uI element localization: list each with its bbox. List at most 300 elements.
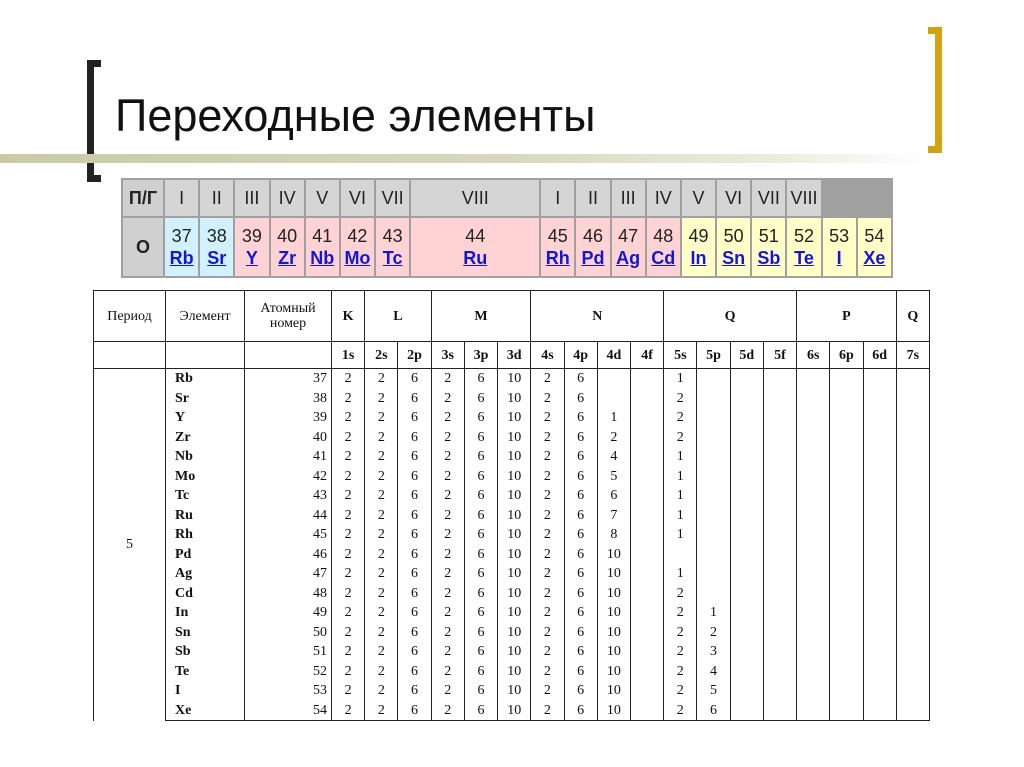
subshell-header-row xyxy=(94,342,930,369)
electron-count: 2 xyxy=(664,408,697,428)
electron-count: 6 xyxy=(398,662,431,682)
table-row xyxy=(94,525,930,545)
element-symbol: Mo xyxy=(166,467,245,487)
element-symbol-link[interactable]: Nb xyxy=(310,247,335,268)
group-label: V xyxy=(682,180,715,216)
element-cell xyxy=(235,218,268,276)
electron-count xyxy=(763,545,796,565)
col-element: Элемент xyxy=(166,291,245,342)
electron-count: 2 xyxy=(431,447,464,467)
electron-count: 2 xyxy=(431,564,464,584)
element-symbol-link[interactable]: Cd xyxy=(651,247,676,268)
electron-count xyxy=(896,506,929,526)
group-label: VIII xyxy=(411,180,539,216)
shell-header: Q xyxy=(664,291,797,342)
electron-count: 6 xyxy=(697,701,730,721)
element-symbol-link[interactable]: Ru xyxy=(463,247,488,268)
shell-header: P xyxy=(797,291,897,342)
electron-count: 6 xyxy=(564,408,597,428)
element-number: 53 xyxy=(829,225,850,246)
subshell-header: 2s xyxy=(365,342,398,369)
electron-count: 6 xyxy=(564,389,597,409)
electron-count xyxy=(797,447,830,467)
electron-count xyxy=(896,642,929,662)
electron-count xyxy=(763,408,796,428)
electron-count: 6 xyxy=(464,447,497,467)
electron-count: 2 xyxy=(365,623,398,643)
electron-count: 2 xyxy=(365,486,398,506)
electron-count: 2 xyxy=(431,408,464,428)
electron-count: 2 xyxy=(332,584,365,604)
blank-header xyxy=(245,342,332,369)
subshell-header: 4f xyxy=(630,342,663,369)
electron-count xyxy=(630,603,663,623)
element-symbol-link[interactable]: Y xyxy=(245,247,258,268)
group-label: VII xyxy=(752,180,785,216)
electron-count xyxy=(797,623,830,643)
electron-count: 1 xyxy=(664,525,697,545)
element-symbol-link[interactable]: Rh xyxy=(545,247,570,268)
title-bracket-right xyxy=(928,27,942,153)
electron-count xyxy=(896,467,929,487)
element-symbol-link[interactable]: Te xyxy=(794,247,814,268)
electron-count: 10 xyxy=(498,467,531,487)
electron-count xyxy=(730,603,763,623)
element-symbol-link[interactable]: Mo xyxy=(344,247,371,268)
element-symbol: In xyxy=(166,603,245,623)
electron-count: 2 xyxy=(531,428,564,448)
electron-count: 2 xyxy=(365,428,398,448)
electron-count: 6 xyxy=(464,369,497,389)
electron-count xyxy=(697,467,730,487)
electron-count: 2 xyxy=(332,642,365,662)
electron-count xyxy=(863,662,896,682)
electron-count xyxy=(763,584,796,604)
electron-count: 2 xyxy=(332,447,365,467)
electron-count: 6 xyxy=(564,642,597,662)
element-symbol-link[interactable]: Ag xyxy=(616,247,641,268)
electron-count: 2 xyxy=(431,369,464,389)
electron-count: 6 xyxy=(398,584,431,604)
electron-count: 6 xyxy=(398,389,431,409)
electron-count: 2 xyxy=(531,467,564,487)
electron-count xyxy=(830,428,863,448)
electron-count: 10 xyxy=(498,603,531,623)
element-symbol: Zr xyxy=(166,428,245,448)
electron-count xyxy=(896,701,929,721)
element-number: 49 xyxy=(688,225,709,246)
electron-count: 6 xyxy=(398,603,431,623)
blank-header xyxy=(166,342,245,369)
electron-count: 6 xyxy=(564,584,597,604)
element-symbol: Y xyxy=(166,408,245,428)
electron-count xyxy=(863,564,896,584)
electron-count: 1 xyxy=(664,369,697,389)
electron-count xyxy=(730,662,763,682)
element-number: 39 xyxy=(241,225,262,246)
electron-count xyxy=(730,642,763,662)
electron-count: 6 xyxy=(464,642,497,662)
electron-count xyxy=(830,662,863,682)
electron-count: 6 xyxy=(564,701,597,721)
electron-count xyxy=(863,701,896,721)
element-cell xyxy=(341,218,374,276)
table-row xyxy=(94,701,930,721)
group-label: I xyxy=(165,180,198,216)
electron-count xyxy=(630,408,663,428)
subshell-header: 2p xyxy=(398,342,431,369)
electron-count: 6 xyxy=(564,603,597,623)
element-symbol-link[interactable]: Rb xyxy=(169,247,194,268)
shell-header: M xyxy=(431,291,531,342)
electron-count: 2 xyxy=(664,428,697,448)
electron-count: 6 xyxy=(564,681,597,701)
electron-count xyxy=(863,389,896,409)
electron-count xyxy=(797,428,830,448)
electron-count: 2 xyxy=(332,525,365,545)
electron-count: 1 xyxy=(664,506,697,526)
electron-count xyxy=(630,701,663,721)
electron-count xyxy=(797,389,830,409)
electron-count xyxy=(797,486,830,506)
electron-count: 6 xyxy=(564,662,597,682)
electron-count xyxy=(830,701,863,721)
electron-count: 2 xyxy=(332,428,365,448)
electron-count: 2 xyxy=(531,623,564,643)
col-period: Период xyxy=(94,291,166,342)
element-number: 47 xyxy=(618,225,639,246)
electron-count: 2 xyxy=(664,584,697,604)
electron-count xyxy=(863,506,896,526)
electron-count: 10 xyxy=(498,701,531,721)
electron-count: 10 xyxy=(597,701,630,721)
electron-count xyxy=(797,584,830,604)
atomic-number: 37 xyxy=(245,369,332,389)
electron-count: 10 xyxy=(498,447,531,467)
electron-count xyxy=(630,642,663,662)
table-row xyxy=(94,369,930,389)
electron-count: 10 xyxy=(498,506,531,526)
electron-count: 1 xyxy=(664,447,697,467)
subshell-header: 3p xyxy=(464,342,497,369)
element-symbol-link[interactable]: I xyxy=(836,247,842,268)
electron-count xyxy=(797,467,830,487)
atomic-number: 44 xyxy=(245,506,332,526)
electron-count xyxy=(863,584,896,604)
element-symbol: Rh xyxy=(166,525,245,545)
element-cell xyxy=(576,218,609,276)
corner-label: П/Г xyxy=(123,180,163,216)
page-title: Переходные элементы xyxy=(115,90,596,141)
electron-count xyxy=(697,389,730,409)
electron-count: 2 xyxy=(664,701,697,721)
element-symbol: Xe xyxy=(166,701,245,721)
electron-count: 2 xyxy=(531,447,564,467)
electron-count xyxy=(730,564,763,584)
electron-count xyxy=(797,681,830,701)
element-symbol: Sn xyxy=(166,623,245,643)
table-row xyxy=(94,408,930,428)
element-symbol-link[interactable]: Zr xyxy=(278,247,297,268)
element-symbol: Pd xyxy=(166,545,245,565)
element-symbol-link[interactable]: Sn xyxy=(722,247,746,268)
element-cell xyxy=(647,218,680,276)
atomic-number: 48 xyxy=(245,584,332,604)
electron-count: 2 xyxy=(332,408,365,428)
row-label: О xyxy=(123,218,163,276)
element-symbol-link[interactable]: Pd xyxy=(581,247,605,268)
electron-count xyxy=(630,662,663,682)
electron-count: 2 xyxy=(365,467,398,487)
electron-count: 6 xyxy=(564,428,597,448)
element-symbol: Te xyxy=(166,662,245,682)
electron-count xyxy=(863,525,896,545)
electron-count: 6 xyxy=(564,467,597,487)
electron-count xyxy=(697,564,730,584)
element-number: 40 xyxy=(277,225,298,246)
electron-count xyxy=(630,467,663,487)
electron-count xyxy=(863,642,896,662)
subshell-header: 3d xyxy=(498,342,531,369)
electron-count: 10 xyxy=(498,564,531,584)
element-number: 37 xyxy=(171,225,192,246)
electron-count xyxy=(697,545,730,565)
electron-count: 2 xyxy=(431,467,464,487)
electron-count xyxy=(597,389,630,409)
electron-count: 2 xyxy=(664,642,697,662)
electron-count xyxy=(830,545,863,565)
element-symbol: Rb xyxy=(166,369,245,389)
electron-count: 6 xyxy=(464,545,497,565)
electron-count: 2 xyxy=(332,564,365,584)
electron-count: 2 xyxy=(332,603,365,623)
electron-count: 6 xyxy=(564,369,597,389)
electron-count xyxy=(896,369,929,389)
electron-count xyxy=(730,428,763,448)
electron-count: 2 xyxy=(365,389,398,409)
electron-count: 10 xyxy=(498,408,531,428)
electron-count: 2 xyxy=(332,681,365,701)
electron-count xyxy=(630,506,663,526)
subshell-header: 5s xyxy=(664,342,697,369)
periodic-strip xyxy=(121,178,893,278)
electron-count: 6 xyxy=(564,545,597,565)
electron-count: 2 xyxy=(531,486,564,506)
element-symbol-link[interactable]: Xe xyxy=(863,247,886,268)
electron-count: 2 xyxy=(332,486,365,506)
blank-header xyxy=(94,342,166,369)
electron-count xyxy=(896,681,929,701)
electron-count xyxy=(830,389,863,409)
electron-count xyxy=(763,467,796,487)
electron-count xyxy=(830,447,863,467)
subshell-header: 6p xyxy=(830,342,863,369)
group-label: VII xyxy=(376,180,409,216)
electron-count: 6 xyxy=(464,584,497,604)
electron-count: 2 xyxy=(531,701,564,721)
electron-count xyxy=(830,486,863,506)
shell-header: L xyxy=(365,291,431,342)
electron-count xyxy=(830,623,863,643)
group-label: II xyxy=(200,180,233,216)
table-row xyxy=(94,506,930,526)
electron-count: 6 xyxy=(398,467,431,487)
element-cell xyxy=(823,218,856,276)
electron-count: 10 xyxy=(597,662,630,682)
electron-count xyxy=(830,408,863,428)
title-underline xyxy=(0,154,930,163)
element-number: 52 xyxy=(793,225,814,246)
electron-count xyxy=(863,681,896,701)
electron-count xyxy=(697,584,730,604)
electron-count: 2 xyxy=(664,681,697,701)
electron-count: 6 xyxy=(464,525,497,545)
element-symbol: Ru xyxy=(166,506,245,526)
electron-count: 2 xyxy=(664,662,697,682)
atomic-number: 41 xyxy=(245,447,332,467)
element-cell xyxy=(787,218,820,276)
electron-count xyxy=(797,525,830,545)
electron-count: 2 xyxy=(365,564,398,584)
element-number: 45 xyxy=(547,225,568,246)
electron-count xyxy=(664,545,697,565)
element-number: 41 xyxy=(312,225,333,246)
electron-count: 2 xyxy=(431,525,464,545)
electron-count: 2 xyxy=(431,623,464,643)
electron-count xyxy=(730,545,763,565)
electron-count xyxy=(830,642,863,662)
group-label: I xyxy=(541,180,574,216)
table-row xyxy=(94,603,930,623)
electron-count: 6 xyxy=(464,408,497,428)
electron-count xyxy=(763,681,796,701)
electron-count: 6 xyxy=(398,681,431,701)
electron-count: 2 xyxy=(531,564,564,584)
electron-count: 6 xyxy=(398,642,431,662)
electron-count xyxy=(763,564,796,584)
electron-count: 10 xyxy=(498,642,531,662)
electron-count: 10 xyxy=(498,584,531,604)
electron-count xyxy=(697,506,730,526)
electron-count: 2 xyxy=(365,662,398,682)
shell-header: Q xyxy=(896,291,929,342)
electron-count: 1 xyxy=(664,564,697,584)
electron-count xyxy=(863,545,896,565)
electron-count xyxy=(730,486,763,506)
electron-count xyxy=(763,428,796,448)
electron-count: 6 xyxy=(464,662,497,682)
electron-count: 2 xyxy=(431,701,464,721)
group-label: III xyxy=(235,180,268,216)
electron-count: 4 xyxy=(697,662,730,682)
table-row xyxy=(94,389,930,409)
electron-count xyxy=(830,584,863,604)
electron-count: 2 xyxy=(365,701,398,721)
electron-count xyxy=(630,447,663,467)
element-symbol: Sb xyxy=(166,642,245,662)
atomic-number: 53 xyxy=(245,681,332,701)
element-symbol: Sr xyxy=(166,389,245,409)
element-symbol-link[interactable]: Tc xyxy=(382,247,403,268)
element-cell xyxy=(306,218,339,276)
electron-count: 2 xyxy=(431,642,464,662)
electron-count: 10 xyxy=(597,603,630,623)
element-symbol-link[interactable]: In xyxy=(690,247,707,268)
electron-count: 2 xyxy=(332,467,365,487)
electron-count xyxy=(863,467,896,487)
group-label: VI xyxy=(341,180,374,216)
element-number: 44 xyxy=(465,225,486,246)
electron-count: 10 xyxy=(597,545,630,565)
electron-count: 2 xyxy=(531,681,564,701)
electron-count: 6 xyxy=(398,408,431,428)
electron-count: 2 xyxy=(531,389,564,409)
table-row xyxy=(94,467,930,487)
electron-count: 10 xyxy=(498,623,531,643)
element-cell xyxy=(682,218,715,276)
col-atomic-number: Атомный номер xyxy=(245,291,332,342)
electron-count: 6 xyxy=(564,564,597,584)
electron-count: 1 xyxy=(697,603,730,623)
electron-count xyxy=(896,486,929,506)
electron-count: 2 xyxy=(365,603,398,623)
electron-count xyxy=(863,486,896,506)
electron-count xyxy=(763,506,796,526)
table-row xyxy=(94,681,930,701)
electron-count: 4 xyxy=(597,447,630,467)
electron-count: 2 xyxy=(365,681,398,701)
element-symbol: Cd xyxy=(166,584,245,604)
element-symbol-link[interactable]: Sr xyxy=(207,247,227,268)
element-number: 43 xyxy=(382,225,403,246)
electron-count: 5 xyxy=(697,681,730,701)
element-cell xyxy=(612,218,645,276)
table-row xyxy=(94,545,930,565)
electron-count xyxy=(730,584,763,604)
electron-count xyxy=(830,603,863,623)
electron-count: 6 xyxy=(464,389,497,409)
electron-count: 10 xyxy=(498,389,531,409)
subshell-header: 6d xyxy=(863,342,896,369)
electron-count xyxy=(797,408,830,428)
electron-count: 2 xyxy=(365,525,398,545)
electron-count: 2 xyxy=(531,603,564,623)
electron-count: 10 xyxy=(597,584,630,604)
atomic-number: 42 xyxy=(245,467,332,487)
group-label: VI xyxy=(717,180,750,216)
element-symbol: Ag xyxy=(166,564,245,584)
electron-count xyxy=(863,369,896,389)
electron-count: 8 xyxy=(597,525,630,545)
electron-count: 2 xyxy=(365,447,398,467)
electron-count xyxy=(730,701,763,721)
electron-count xyxy=(797,506,830,526)
electron-count xyxy=(863,428,896,448)
electron-count: 3 xyxy=(697,642,730,662)
electron-count: 2 xyxy=(365,545,398,565)
electron-count xyxy=(730,408,763,428)
element-symbol-link[interactable]: Sb xyxy=(757,247,781,268)
subshell-header: 5p xyxy=(697,342,730,369)
electron-count xyxy=(797,545,830,565)
element-symbol: Nb xyxy=(166,447,245,467)
electron-count: 2 xyxy=(365,506,398,526)
electron-count: 2 xyxy=(531,525,564,545)
table-row xyxy=(94,447,930,467)
element-cell xyxy=(752,218,785,276)
electron-count xyxy=(797,662,830,682)
electron-count: 6 xyxy=(398,701,431,721)
